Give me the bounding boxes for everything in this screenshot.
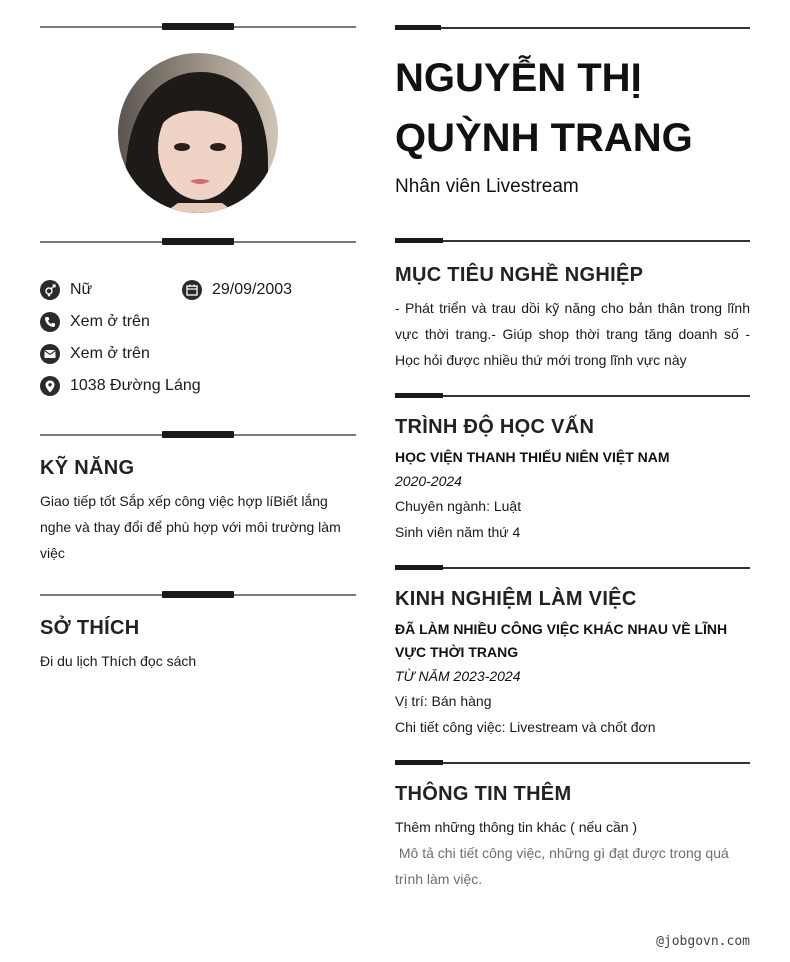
education-major: Chuyên ngành: Luật xyxy=(395,498,522,514)
avatar xyxy=(118,53,278,213)
gender-row xyxy=(40,279,92,301)
extra-line2: Mô tả chi tiết công việc, những gì đạt được trong quá trình làm việc. xyxy=(395,845,733,887)
job-role: Nhân viên Livestream xyxy=(395,176,579,197)
hobbies-text: Đi du lịch Thích đọc sách xyxy=(40,653,197,669)
right-divider-education xyxy=(395,393,750,399)
left-divider-hobbies xyxy=(40,591,356,599)
objective-title: MỤC TIÊU NGHỀ NGHIỆP xyxy=(395,264,644,286)
left-divider-top xyxy=(40,23,356,31)
right-divider-top xyxy=(395,25,750,31)
hobbies-title: SỞ THÍCH xyxy=(40,617,140,639)
address-value: 1038 Đường Láng xyxy=(70,377,201,394)
calendar-icon xyxy=(182,280,202,300)
experience-period: TỪ NĂM 2023-2024 xyxy=(395,668,521,684)
footer-watermark: @jobgovn.com xyxy=(656,934,750,949)
experience-position: Vị trí: Bán hàng xyxy=(395,693,492,709)
address-row xyxy=(40,375,201,397)
right-divider-extra xyxy=(395,760,750,766)
experience-company: ĐÃ LÀM NHIỀU CÔNG VIỆC KHÁC NHAU VỀ LĨNH VỰC THỜI TRANG xyxy=(395,621,728,660)
left-divider-skills xyxy=(40,431,356,439)
phone-row xyxy=(40,311,150,333)
skills-text: Giao tiếp tốt Sắp xếp công việc hợp líBiết lắng nghe và thay đổi để phù hợp với môi trường làm việc xyxy=(40,493,341,561)
phone-value: Xem ở trên xyxy=(70,313,150,330)
experience-detail: Chi tiết công việc: Livestream và chốt đơn xyxy=(395,719,656,735)
education-year: Sinh viên năm thứ 4 xyxy=(395,524,521,540)
birthday-value: 29/09/2003 xyxy=(212,281,293,298)
education-title: TRÌNH ĐỘ HỌC VẤN xyxy=(395,416,595,438)
education-period: 2020-2024 xyxy=(395,473,462,489)
extra-title: THÔNG TIN THÊM xyxy=(395,783,572,805)
gender-icon xyxy=(40,280,60,300)
phone-icon xyxy=(40,312,60,332)
location-icon xyxy=(40,376,60,396)
right-divider-objective xyxy=(395,238,750,244)
education-school: HỌC VIỆN THANH THIẾU NIÊN VIỆT NAM xyxy=(395,449,670,465)
experience-title: KINH NGHIỆM LÀM VIỆC xyxy=(395,588,637,610)
email-value: Xem ở trên xyxy=(70,345,150,362)
gender-value: Nữ xyxy=(70,281,93,298)
skills-title: KỸ NĂNG xyxy=(40,457,135,479)
objective-text: - Phát triển và trau dồi kỹ năng cho bản thân trong lĩnh vực thời trang.- Giúp shop thời trang tăng doanh số - Học hỏi được nhiều thứ mới trong lĩnh vực này xyxy=(395,300,750,368)
right-divider-experience xyxy=(395,565,750,571)
page-title: NGUYỄN THỊ QUỲNH TRANG xyxy=(395,56,693,160)
left-divider-profile xyxy=(40,238,356,246)
email-row xyxy=(40,343,150,365)
extra-line1: Thêm những thông tin khác ( nếu cần ) xyxy=(395,819,638,835)
mail-icon xyxy=(40,344,60,364)
birthday-row xyxy=(182,279,292,301)
